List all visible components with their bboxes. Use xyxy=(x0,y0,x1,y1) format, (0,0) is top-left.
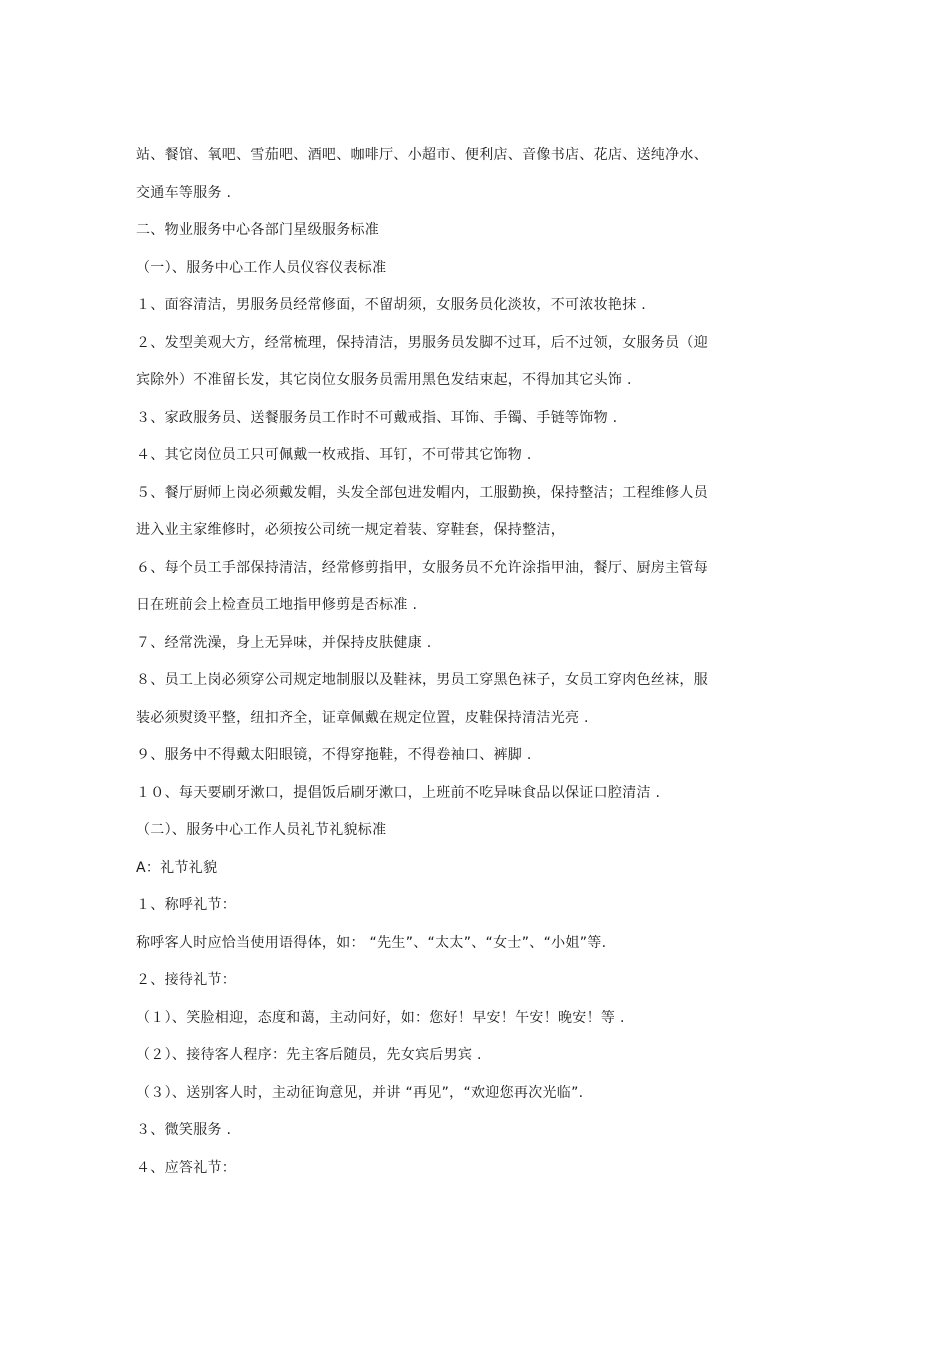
list-item: ３、微笑服务 . xyxy=(136,1122,232,1138)
text-line: 称呼客人时应恰当使用语得体，如： “先生”、“太太”、“女士”、“小姐”等. xyxy=(136,935,607,951)
list-item: （１）、笑脸相迎，态度和蔼，主动问好，如：您好！早安！午安！晚安！等 . xyxy=(136,1010,625,1026)
list-item: ２、发型美观大方，经常梳理，保持清洁，男服务员发脚不过耳，后不过领，女服务员（迎 xyxy=(136,335,708,351)
list-item: （３）、送别客人时，主动征询意见，并讲 “再见”，“欢迎您再次光临”. xyxy=(136,1085,584,1101)
subsection-heading: A：礼节礼貌 xyxy=(136,860,218,876)
section-heading: 二、物业服务中心各部门星级服务标准 xyxy=(136,222,380,238)
list-item: １０、每天要刷牙漱口，提倡饭后刷牙漱口，上班前不吃异味食品以保证口腔清洁 . xyxy=(136,785,661,801)
text-line: 日在班前会上检查员工地指甲修剪是否标准 . xyxy=(136,597,418,613)
list-item: ５、餐厅厨师上岗必须戴发帽，头发全部包进发帽内，工服勤换，保持整洁；工程维修人员 xyxy=(136,485,708,501)
subsection-heading: （二）、服务中心工作人员礼节礼貌标准 xyxy=(136,822,387,838)
subsection-heading: （一）、服务中心工作人员仪容仪表标准 xyxy=(136,260,387,276)
list-item: ２、接待礼节： xyxy=(136,972,237,988)
text-line: 宾除外）不准留长发，其它岗位女服务员需用黑色发结束起，不得加其它头饰 . xyxy=(136,372,632,388)
list-item: （２）、接待客人程序：先主客后随员，先女宾后男宾 . xyxy=(136,1047,482,1063)
list-item: １、面容清洁，男服务员经常修面，不留胡须，女服务员化淡妆，不可浓妆艳抹 . xyxy=(136,297,646,313)
text-line: 装必须熨烫平整，纽扣齐全，证章佩戴在规定位置，皮鞋保持清洁光亮 . xyxy=(136,710,589,726)
list-item: ３、家政服务员、送餐服务员工作时不可戴戒指、耳饰、手镯、手链等饰物 . xyxy=(136,410,618,426)
list-item: ６、每个员工手部保持清洁，经常修剪指甲，女服务员不允许涂指甲油，餐厅、厨房主管每 xyxy=(136,560,708,576)
text-line: 交通车等服务 . xyxy=(136,185,232,201)
list-item: １、称呼礼节： xyxy=(136,897,237,913)
text-line: 站、餐馆、氧吧、雪茄吧、酒吧、咖啡厅、小超市、便利店、音像书店、花店、送纯净水、 xyxy=(136,147,708,163)
list-item: ４、应答礼节： xyxy=(136,1160,237,1176)
text-line: 进入业主家维修时，必须按公司统一规定着装、穿鞋套，保持整洁， xyxy=(136,522,565,538)
list-item: ４、其它岗位员工只可佩戴一枚戒指、耳钉，不可带其它饰物 . xyxy=(136,447,532,463)
list-item: ８、员工上岗必须穿公司规定地制服以及鞋袜，男员工穿黑色袜子，女员工穿肉色丝袜，服 xyxy=(136,672,708,688)
list-item: ７、经常洗澡，身上无异味，并保持皮肤健康 . xyxy=(136,635,432,651)
list-item: ９、服务中不得戴太阳眼镜，不得穿拖鞋，不得卷袖口、裤脚 . xyxy=(136,747,532,763)
